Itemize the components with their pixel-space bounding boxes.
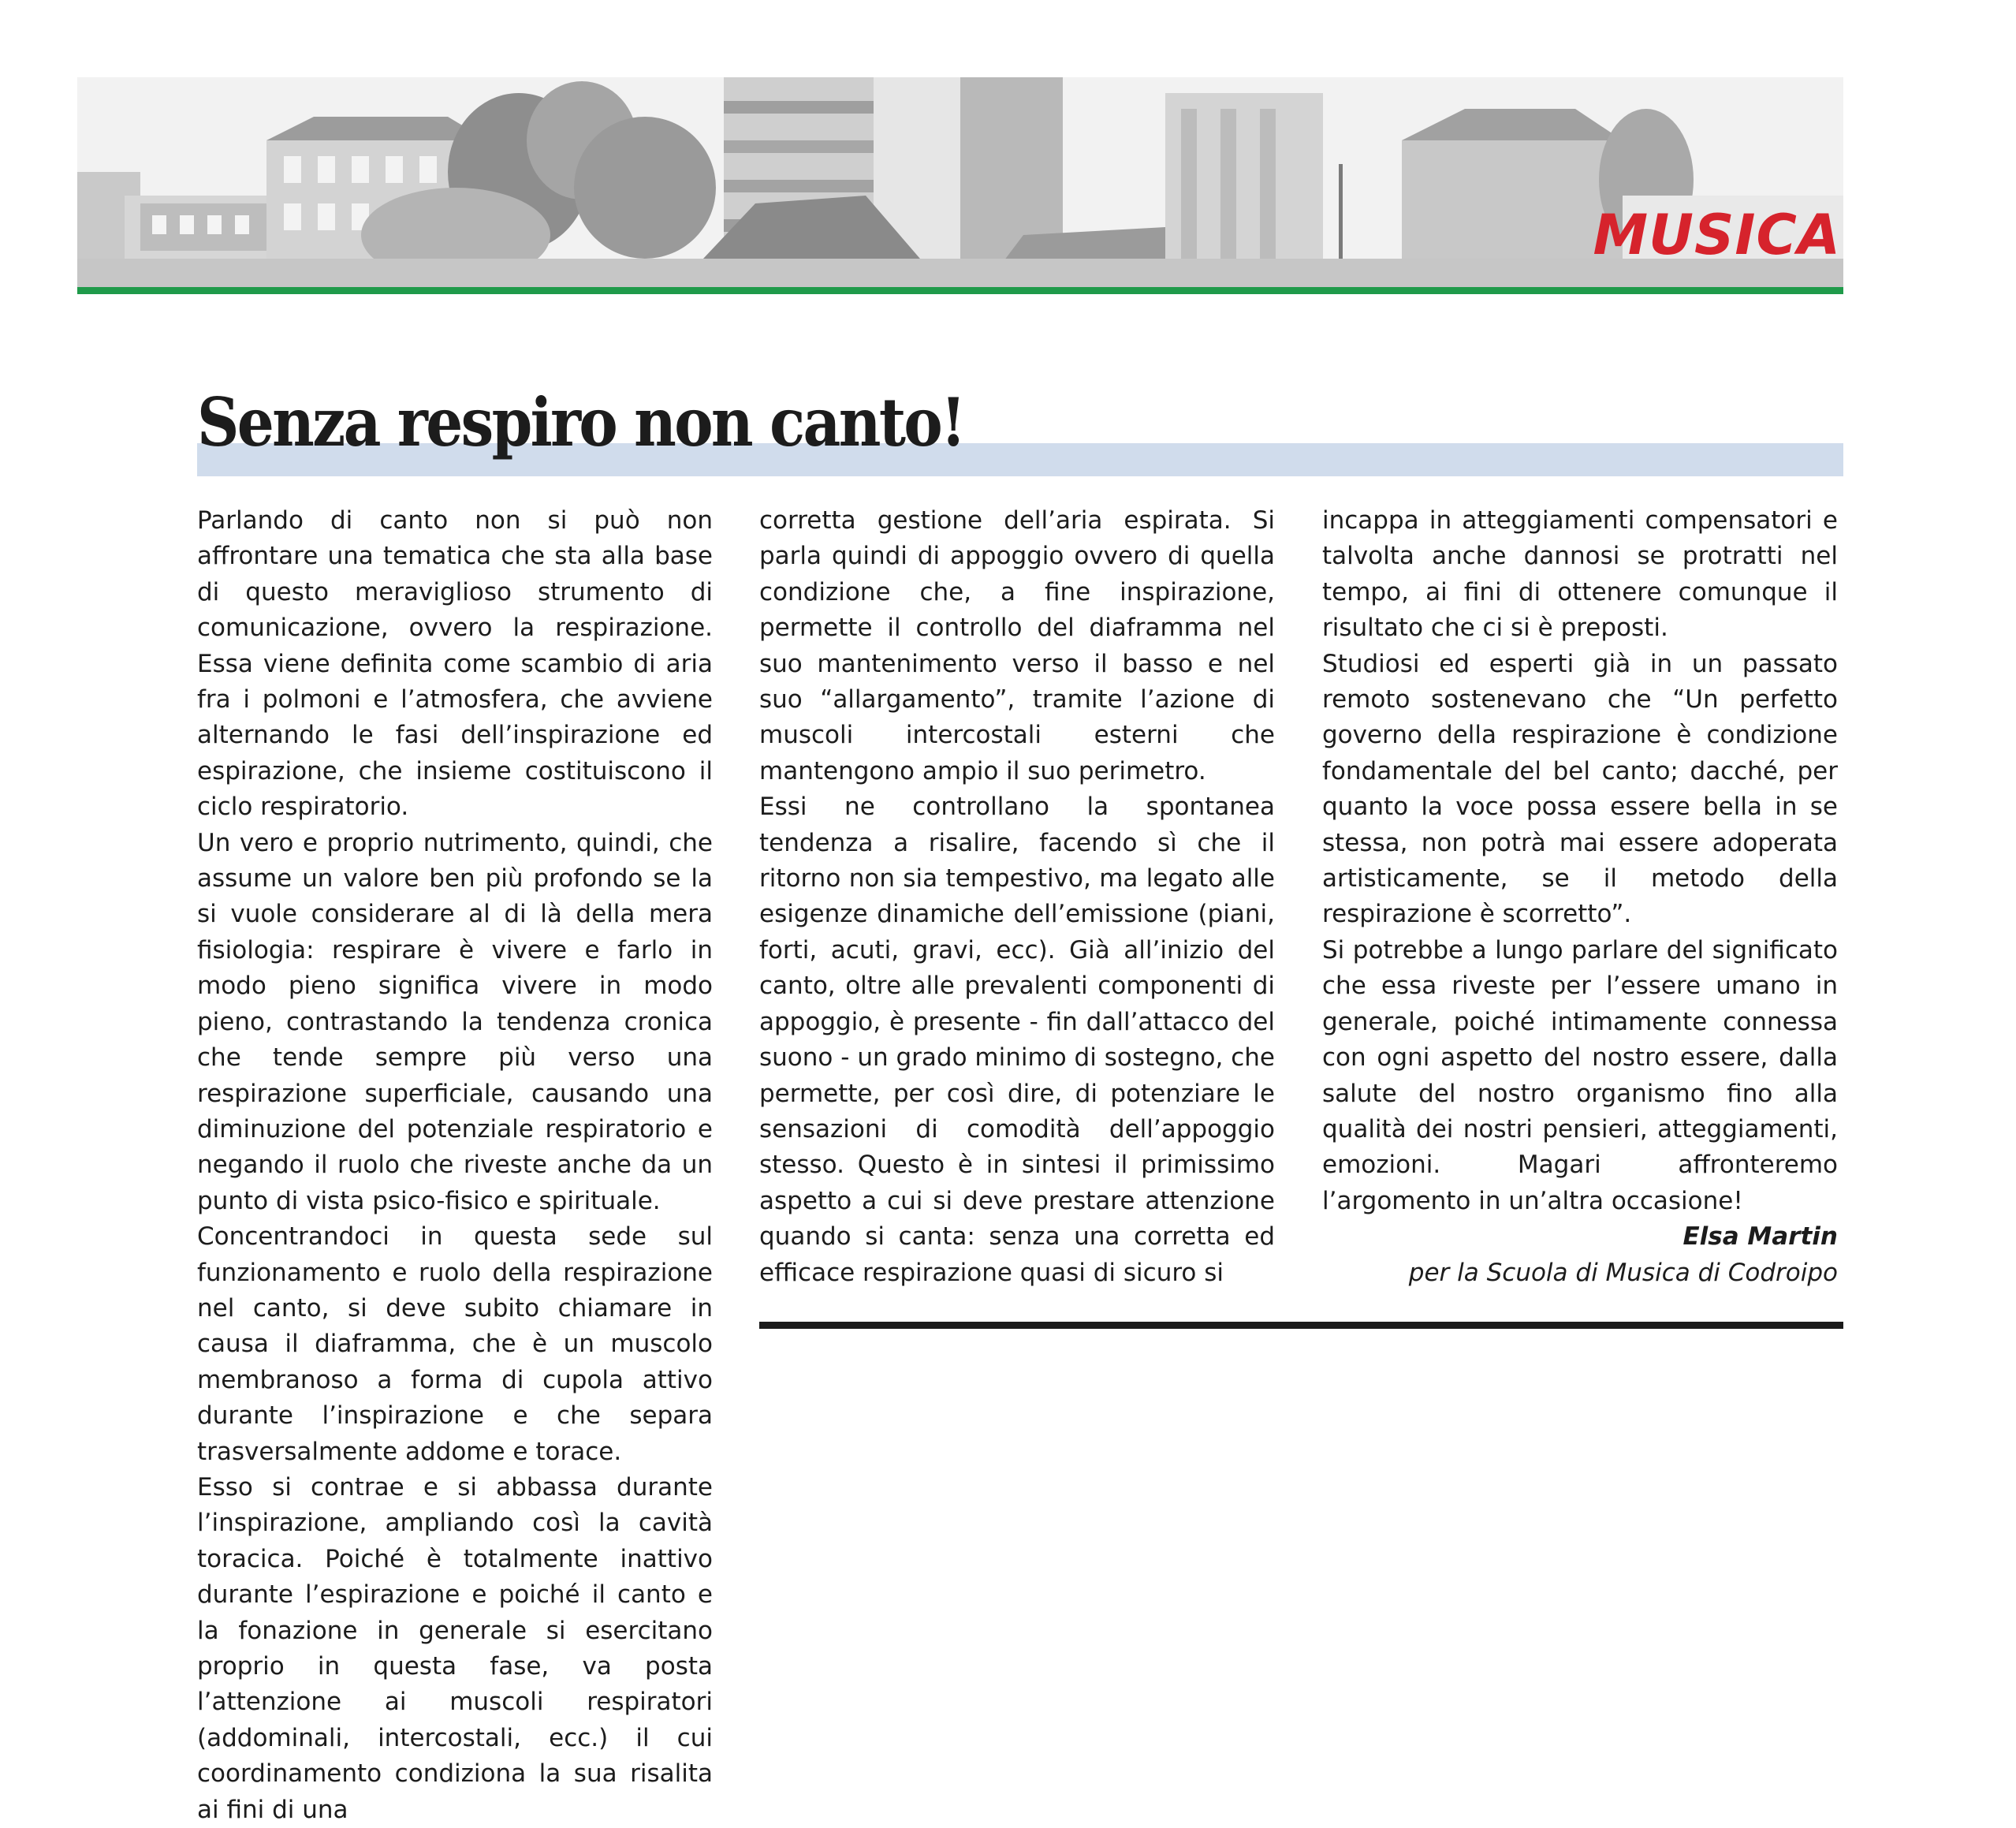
paragraph: corretta gestione dell’aria espirata. Si parla quindi di appoggio ovvero di quella condizione che, a fine inspirazione, permette il controllo del diaframma nel suo mantenimento verso il basso e nel suo “allargamento”, tramite l’azione di muscoli intercostali esterni che mantengono ampio il suo perimetro.: [759, 506, 1275, 785]
author-name: Elsa Martin: [1682, 1222, 1838, 1252]
paragraph: Parlando di canto non si può non affrontare una tematica che sta alla base di questo meraviglioso strumento di comunicazione, ovvero la respirazione. Essa viene definita come scambio di aria fra i polmoni e l’atmosfera, che avviene alternando le fasi dell’inspirazione ed espirazione, che insieme costituiscono il ciclo respiratorio.: [197, 506, 713, 822]
header-banner: [77, 77, 1843, 287]
paragraph: incappa in atteggiamenti compensatori e talvolta anche dannosi se protratti nel tempo, ai fini di ottenere comunque il risultato che ci si è preposti.: [1322, 506, 1838, 643]
section-label: MUSICA: [1593, 203, 1841, 267]
article-end-rule: [759, 1322, 1843, 1329]
town-buildings-photo: [77, 77, 1843, 287]
paragraph: Esso si contrae e si abbassa durante l’inspirazione, ampliando così la cavità toracica. Poiché è totalmente inattivo durante l’espirazione e poiché il canto e la fonazione in generale si esercitano proprio in questa fase, va posta l’attenzione ai muscoli respiratori (addominali, intercostali, ecc.) il cui coordinamento condiziona la sua risalita ai fini di una: [197, 1472, 713, 1824]
paragraph: Si potrebbe a lungo parlare del significato che essa riveste per l’essere umano in generale, poiché intimamente connessa con ogni aspetto del nostro essere, dalla salute del nostro organismo fino alla qualità dei nostri pensieri, atteggiamenti, emozioni. Magari affronteremo l’argomento in un’altra occasione!: [1322, 935, 1838, 1215]
article-column-3: [1322, 503, 1838, 1291]
paragraph: Essi ne controllano la spontanea tendenza a risalire, facendo sì che il ritorno non sia tempestivo, ma legato alle esigenze dinamiche dell’emissione (piani, forti, acuti, gravi, ecc). Già all’inizio del canto, oltre alle prevalenti componenti di appoggio, è presente - fin dall’attacco del suono - un grado minimo di sostegno, che permette, per così dire, di potenziare le sensazioni di comodità dell’appoggio stesso. Questo è in sintesi il primissimo aspetto a cui si deve prestare attenzione quando si canta: senza una corretta ed efficace respirazione quasi di sicuro si: [759, 793, 1275, 1287]
paragraph: Studiosi ed esperti già in un passato remoto sostenevano che “Un perfetto governo della respirazione è condizione fondamentale del bel canto; dacché, per quanto la voce possa essere bella in se stessa, non potrà mai essere adoperata artisticamente, se il metodo della respirazione è scorretto”.: [1322, 649, 1838, 929]
article-column-2: [759, 503, 1275, 1291]
author-affiliation: per la Scuola di Musica di Codroipo: [1408, 1258, 1838, 1287]
article-title: Senza respiro non canto!: [197, 383, 964, 461]
article-column-1: [197, 503, 713, 1828]
paragraph: Un vero e proprio nutrimento, quindi, che assume un valore ben più profondo se la si vuole considerare al di là della mera fisiologia: respirare è vivere e farlo in modo pieno significa vivere in modo pieno, contrastando la tendenza cronica che tende sempre più verso una respirazione superficiale, causando una diminuzione del potenziale respiratorio e negando il ruolo che riveste anche da un punto di vista psico-fisico e spirituale.: [197, 828, 713, 1215]
header-rule: [77, 287, 1843, 294]
paragraph: Concentrandoci in questa sede sul funzionamento e ruolo della respirazione nel canto, si deve subito chiamare in causa il diaframma, che è un muscolo membranoso a forma di cupola attivo durante l’inspirazione e che separa trasversalmente addome e torace.: [197, 1222, 713, 1466]
